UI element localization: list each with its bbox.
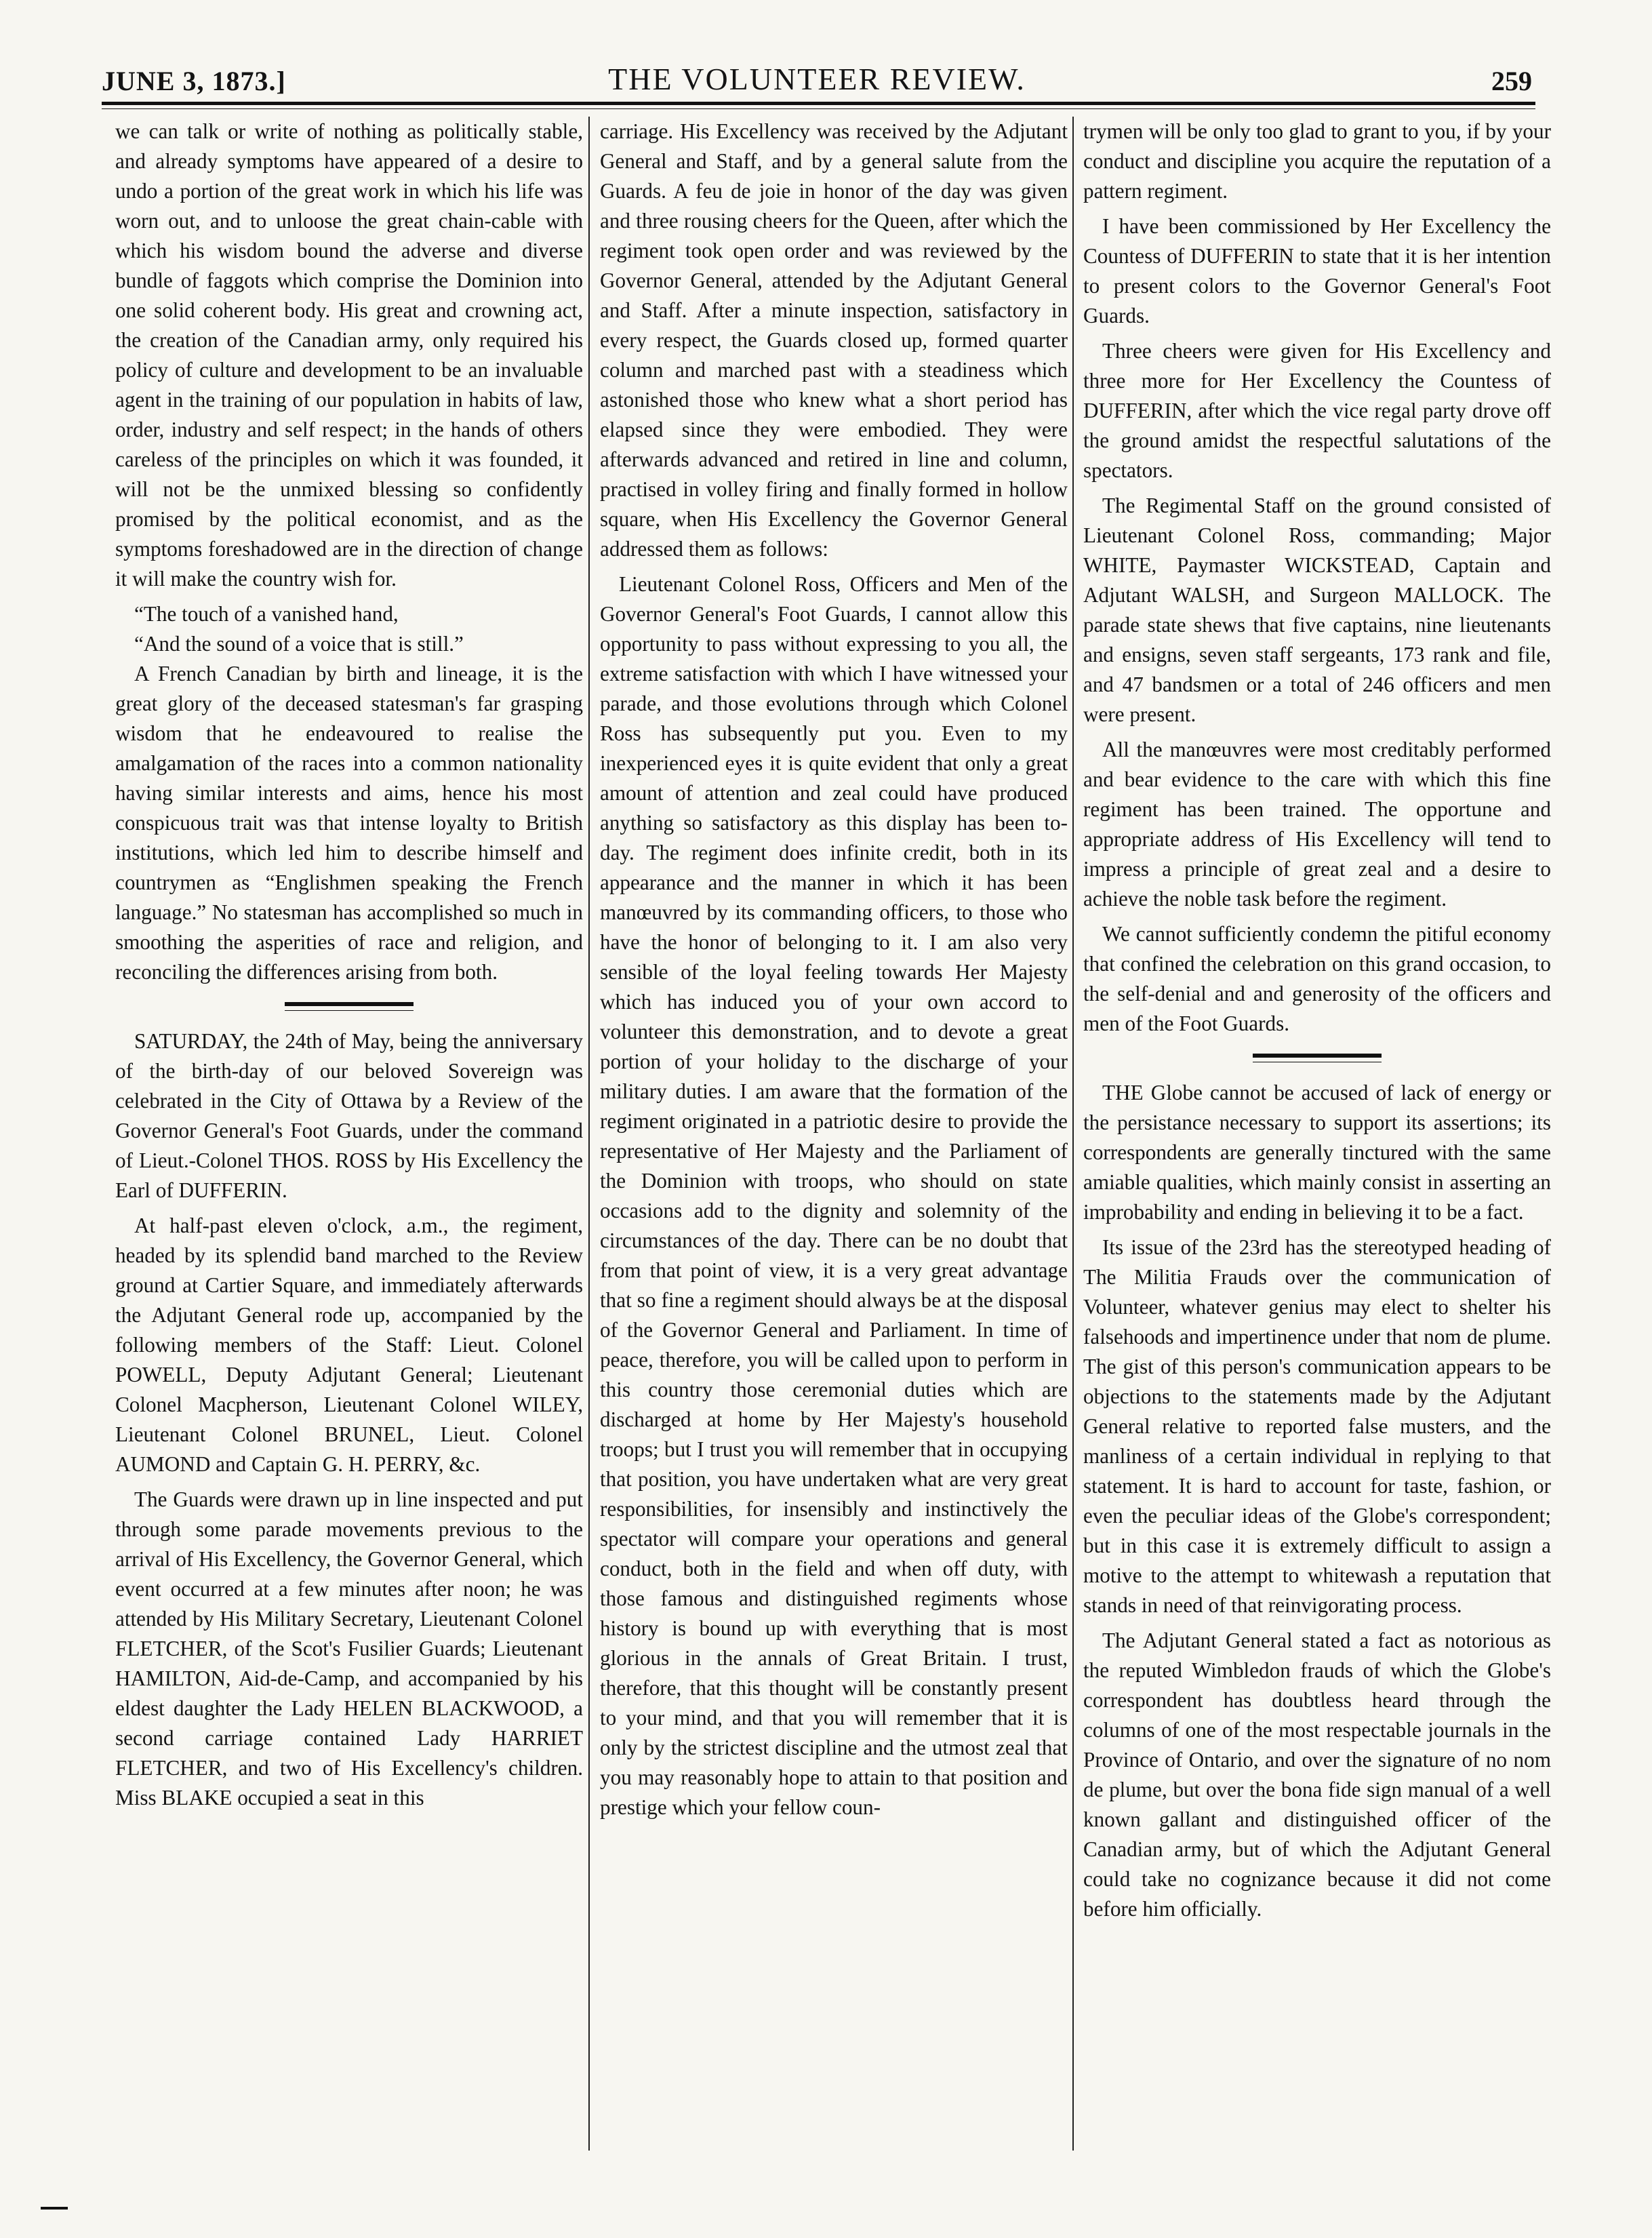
column-2	[600, 117, 1068, 2171]
paragraph: trymen will be only too glad to grant to you, if by your conduct and discipline you acquire the reputation of a pattern regiment.	[1083, 119, 1551, 203]
paragraph: carriage. His Excellency was received by the Adjutant General and Staff, and by a general salute from the Guards. A feu de joie in honor of the day was given and three rousing cheers for the Queen, after which the regiment took open order and was reviewed by the Governor General, attended by the Adjutant General and Staff. After a minute inspection, satisfactory in every respect, the Guards closed up, formed quarter column and marched past with a steadiness which astonished those who knew what a short period has elapsed since they were embodied. They were afterwards advanced and retired in line and column, practised in volley firing and finally formed in hollow square, when His Excellency the Governor General addressed them as follows:	[600, 119, 1068, 561]
verse-line: “The touch of a vanished hand,	[134, 602, 399, 626]
section-separator	[285, 1002, 414, 1006]
paragraph: Lieutenant Colonel Ross, Officers and Men of the Governor General's Foot Guards, I cannot allow this opportunity to pass without expressing to you all, the extreme satisfaction with which I have witnessed your parade, and those evolutions through which Colonel Ross has subsequently put you. Even to my inexperienced eyes it is quite evident that only a great amount of attention and zeal could have produced anything so satisfactory as this display has been to-day. The regiment does infinite credit, both in its appearance and the manner in which it has been manœuvred by its commanding officers, to those who have the honor of belonging to it. I am also very sensible of the loyal feeling towards Her Majesty which has induced you of your own accord to volunteer this demonstration, and to devote a great portion of your holiday to the discharge of your military duties. I am aware that the formation of the regiment originated in a patriotic desire to provide the representative of Her Majesty and the Parliament of the Dominion with troops, who should on state occasions add to the dignity and solemnity of the circumstances of the day. There can be no doubt that from that point of view, it is a very great advantage that so fine a regiment should always be at the disposal of the Governor General and Parliament. In time of peace, therefore, you will be called upon to perform in this country those ceremonial duties which are discharged at home by Her Majesty's household troops; but I trust you will remember that in occupying that position, you have undertaken what are very great responsibilities, for insensibly and instinctively the spectator will compare your operations and general conduct, both in the field and when off duty, with those famous and distinguished regiments whose history is bound up with everything that is most glorious in the annals of Great Britain. I trust, therefore, that this thought will be constantly present to your mind, and that you will remember that it is only by the strictest discipline and the utmost zeal that you may reasonably hope to attain to that position and prestige which your fellow coun-	[600, 572, 1068, 1819]
paragraph: All the manœuvres were most creditably performed and bear evidence to the care with which this fine regiment has been trained. The opportune and appropriate address of His Excellency will tend to impress a principle of great zeal and a desire to achieve the noble task before the regiment.	[1083, 738, 1551, 911]
paragraph: we can talk or write of nothing as politically stable, and already symptoms have appeared of a desire to undo a portion of the great work in which his life was worn out, and to unloose the great chain-cable with which his wisdom bound the adverse and diverse bundle of faggots which comprise the Dominion into one solid coherent body. His great and crowning act, the creation of the Canadian army, only required his policy of culture and development to be an invaluable agent in the training of our population in habits of law, order, industry and self respect; in the hands of others careless of the principles on which it was founded, it will not be the unmixed blessing so confidently promised by the political economist, and as the symptoms foreshadowed are in the direction of change it will make the country wish for.	[115, 119, 583, 591]
verse-line: “And the sound of a voice that is still.”	[134, 632, 464, 656]
paragraph: Three cheers were given for His Excellency and three more for Her Excellency the Countess of DUFFERIN, after which the vice regal party drove off the ground amidst the respectful salutations of the spectators.	[1083, 339, 1551, 482]
paragraph: The Guards were drawn up in line inspected and put through some parade movements previous to the arrival of His Excellency, the Governor General, which event occurred at a few minutes after noon; he was attended by His Military Secretary, Lieutenant Colonel FLETCHER, of the Scot's Fusilier Guards; Lieutenant HAMILTON, Aid-de-Camp, and accompanied by his eldest daughter the Lady HELEN BLACKWOOD, a second carriage contained Lady HARRIET FLETCHER, and two of His Excellency's children. Miss BLAKE occupied a seat in this	[115, 1487, 583, 1810]
footer-mark	[41, 2207, 68, 2210]
header-rule	[102, 102, 1535, 105]
paragraph: I have been commissioned by Her Excellency the Countess of DUFFERIN to state that it is her intention to present colors to the Governor General's Foot Guards.	[1083, 214, 1551, 327]
paragraph: The Regimental Staff on the ground consisted of Lieutenant Colonel Ross, commanding; Major WHITE, Paymaster WICKSTEAD, Captain and Adjutant WALSH, and Surgeon MALLOCK. The parade state shews that five captains, nine lieutenants and ensigns, seven staff sergeants, 173 rank and file, and 47 bandsmen or a total of 246 officers and men were present.	[1083, 494, 1551, 726]
section-separator	[1253, 1054, 1382, 1058]
paragraph: We cannot sufficiently condemn the pitiful economy that confined the celebration on this grand occasion, to the self-denial and and generosity of the officers and men of the Foot Guards.	[1083, 922, 1551, 1035]
column-3	[1083, 117, 1551, 2171]
page-number: 259	[1491, 66, 1532, 96]
header-rule-thin	[102, 108, 1535, 109]
paragraph: A French Canadian by birth and lineage, it is the great glory of the deceased statesman's far grasping wisdom that he endeavoured to realise the amalgamation of the races into a common nationality having similar interests and aims, hence his most conspicuous trait was that intense loyalty to British institutions, which led him to describe himself and countrymen as “Englishmen speaking the French language.” No statesman has accomplished so much in smoothing the asperities of race and religion, and reconciling the differences arising from both.	[115, 662, 583, 984]
paragraph: SATURDAY, the 24th of May, being the anniversary of the birth-day of our beloved Sovereign was celebrated in the City of Ottawa by a Review of the Governor General's Foot Guards, under the command of Lieut.-Colonel THOS. ROSS by His Excellency the Earl of DUFFERIN.	[115, 1029, 583, 1202]
paragraph: THE Globe cannot be accused of lack of energy or the persistance necessary to support its assertions; its correspondents are generally tinctured with the same amiable qualities, which mainly consist in asserting an improbability and ending in believing it to be a fact.	[1083, 1081, 1551, 1224]
paragraph: The Adjutant General stated a fact as notorious as the reputed Wimbledon frauds of which the Globe's correspondent has doubtless heard through the columns of one of the most respectable journals in the Province of Ontario, and over the signature of no nom de plume, but over the bona fide sign manual of a well known gallant and distinguished officer of the Canadian army, but of which the Adjutant General could take no cognizance because it did not come before him officially.	[1083, 1628, 1551, 1921]
column-divider	[1072, 117, 1074, 2151]
paragraph: Its issue of the 23rd has the stereotyped heading of The Militia Frauds over the communication of Volunteer, whatever genius may elect to shelter his falsehoods and impertinence under that nom de plume. The gist of this person's communication appears to be objections to the statements made by the Adjutant General relative to reported false musters, and the manliness of a certain individual in replying to that statement. It is hard to account for taste, fashion, or even the peculiar ideas of the Globe's correspondent; but in this case it is extremely difficult to assign a motive to the attempt to whitewash a reputation that stands in need of that reinvigorating process.	[1083, 1235, 1551, 1617]
issue-date: JUNE 3, 1873.]	[102, 66, 286, 96]
paragraph: At half-past eleven o'clock, a.m., the regiment, headed by its splendid band marched to the Review ground at Cartier Square, and immediately afterwards the Adjutant General rode up, accompanied by the following members of the Staff: Lieut. Colonel POWELL, Deputy Adjutant General; Lieutenant Colonel Macpherson, Lieutenant Colonel WILEY, Lieutenant Colonel BRUNEL, Lieut. Colonel AUMOND and Captain G. H. PERRY, &c.	[115, 1214, 583, 1476]
publication-title: THE VOLUNTEER REVIEW.	[608, 62, 1026, 96]
column-divider	[588, 117, 590, 2151]
column-1	[115, 117, 583, 2171]
